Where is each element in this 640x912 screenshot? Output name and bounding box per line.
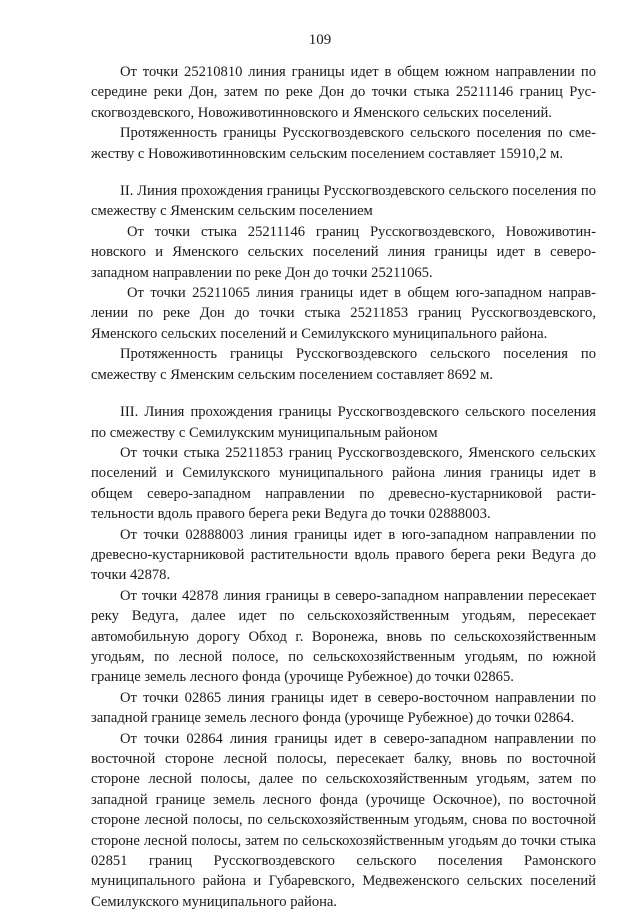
paragraph-length-novozhivotinnovskoe: Протяженность границы Русскогвоздевского сельского поселения по смежеству с Новоживотинновским сельским поселением составляет 15910,2 м. — [91, 125, 596, 162]
paragraph-border-point-02865: От точки 02865 линия границы идет в северо-восточном направлении по западной границе земель лесного фонда (урочище Рубежное) до точки 02864. — [91, 689, 596, 727]
paragraph-border-point-25210810: От точки 25210810 линия границы идет в общем южном направлении по середине реки Дон, затем по реке Дон до точки стыка 25211146 границ Русскогвоздевского, Новоживотинновского и Яменского сельских поселений. — [91, 64, 596, 121]
paragraph-border-point-25211853: От точки стыка 25211853 границ Русскогвоздевского, Яменского сельских поселений и Семилукского муниципального района линия границы идет в общем северо-западном направлении по древесно-кустарниковой растительности вдоль правого берега реки Ведуга до точки 02888003. — [91, 444, 596, 523]
section-heading-3: III. Линия прохождения границы Русскогвоздевского сельского поселения по смежеству с Семилукским муниципальным районом — [91, 404, 596, 441]
paragraph-border-point-42878: От точки 42878 линия границы в северо-западном направлении пересекает реку Ведуга, далее идет по сельскохозяйственным угодьям, пересекает автомобильную дорогу Обход г. Воронежа, вновь по сельскохозяйственным угодьям, по лесной полосе, по сельскохозяйственным угодьям, по южной границе земель лесного фонда (урочище Рубежное) до точки 02865. — [91, 587, 596, 686]
paragraph-border-point-02864: От точки 02864 линия границы идет в северо-западном направлении по восточной стороне лесной полосы, пересекает балку, вновь по восточной стороне лесной полосы, далее по сельскохозяйственным угодьям, затем по западной границе земель лесного фонда (урочище Оскочное), по восточной стороне лесной полосы, по сельскохозяйственным угодьям, снова по восточной стороне лесной полосы, затем по сельскохозяйственным угодьям до точки стыка 02851 границ Русскогвоздевского сельского поселения Рамонского муниципального района и Губаревского, Медвеженского сельских поселений Семилукского муниципального района. — [91, 730, 596, 910]
section-heading-2: II. Линия прохождения границы Русскогвоздевского сельского поселения по смежеству с Яменским сельским поселением — [91, 183, 596, 220]
document-body — [91, 62, 596, 912]
paragraph-length-yamenskoe: Протяженность границы Русскогвоздевского сельского поселения по смежеству с Яменским сельским поселением составляет 8692 м. — [91, 346, 596, 383]
paragraph-border-point-25211146: От точки стыка 25211146 границ Русскогвоздевского, Новоживотинновского и Яменского сельских поселений линия границы идет в северозападном направлении по реке Дон до точки 25211065. — [91, 223, 596, 281]
paragraph-border-point-02888003: От точки 02888003 линия границы идет в юго-западном направлении по древесно-кустарниковой растительности вдоль правого берега реки Ведуга до точки 42878. — [91, 526, 596, 584]
page-number: 109 — [308, 32, 332, 48]
paragraph-border-point-25211065: От точки 25211065 линия границы идет в общем юго-западном направлении по реке Дон до точки стыка 25211853 границ Русскогвоздевского, Яменского сельских поселений и Семилукского муниципального района. — [91, 285, 596, 342]
